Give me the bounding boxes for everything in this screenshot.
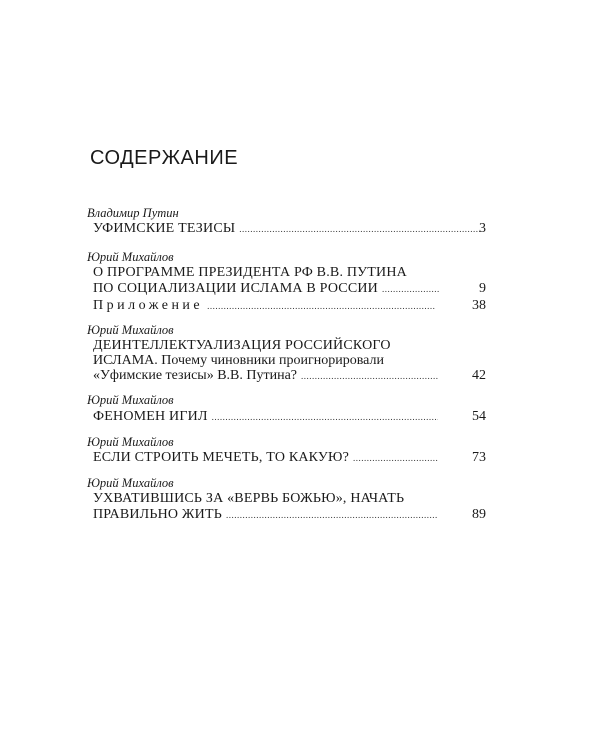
entry-title: ПО СОЦИАЛИЗАЦИИ ИСЛАМА В РОССИИ [93, 281, 378, 296]
entry-author: Юрий Михайлов [87, 435, 174, 449]
toc-entry-line [93, 507, 443, 523]
dot-leader [239, 221, 480, 237]
entry-author: Юрий Михайлов [87, 476, 174, 490]
entry-title: ФЕНОМЕН ИГИЛ [93, 409, 208, 424]
dot-leader [353, 450, 438, 466]
entry-author: Юрий Михайлов [87, 250, 174, 264]
page-number: 54 [472, 409, 486, 424]
page-number: 89 [472, 507, 486, 522]
toc-entry-line [93, 221, 485, 237]
dot-leader [212, 409, 438, 425]
entry-title: «Уфимские тезисы» В.В. Путина? [93, 368, 298, 383]
toc-entry-line [93, 298, 441, 314]
toc-entry-line [93, 409, 443, 425]
toc-entry-line [93, 450, 443, 466]
entry-title: О ПРОГРАММЕ ПРЕЗИДЕНТА РФ В.В. ПУТИНА [93, 265, 407, 280]
entry-title: ИСЛАМА. Почему чиновники проигнорировали [93, 353, 384, 368]
dot-leader [301, 368, 438, 384]
toc-heading: СОДЕРЖАНИЕ [90, 147, 239, 169]
page-number: 9 [479, 281, 486, 296]
entry-title: ДЕИНТЕЛЛЕКТУАЛИЗАЦИЯ РОССИЙСКОГО [93, 338, 391, 353]
dot-leader [226, 507, 438, 523]
entry-author: Юрий Михайлов [87, 323, 174, 337]
entry-title: УФИМСКИЕ ТЕЗИСЫ [93, 221, 236, 236]
entry-title: ПРАВИЛЬНО ЖИТЬ [93, 507, 222, 522]
dot-leader [207, 298, 436, 314]
page-number: 3 [479, 221, 486, 236]
dot-leader [382, 281, 439, 297]
entry-author: Юрий Михайлов [87, 393, 174, 407]
entry-author: Владимир Путин [87, 206, 179, 220]
page-number: 38 [472, 298, 486, 313]
entry-title: ЕСЛИ СТРОИТЬ МЕЧЕТЬ, ТО КАКУЮ? [93, 450, 350, 465]
toc-entry-line [93, 368, 443, 384]
page-number: 73 [472, 450, 486, 465]
entry-subtitle: Приложение [93, 298, 204, 313]
entry-title: УХВАТИВШИСЬ ЗА «ВЕРВЬ БОЖЬЮ», НАЧАТЬ [93, 491, 405, 506]
page-number: 42 [472, 368, 486, 383]
toc-entry-line [93, 281, 444, 297]
